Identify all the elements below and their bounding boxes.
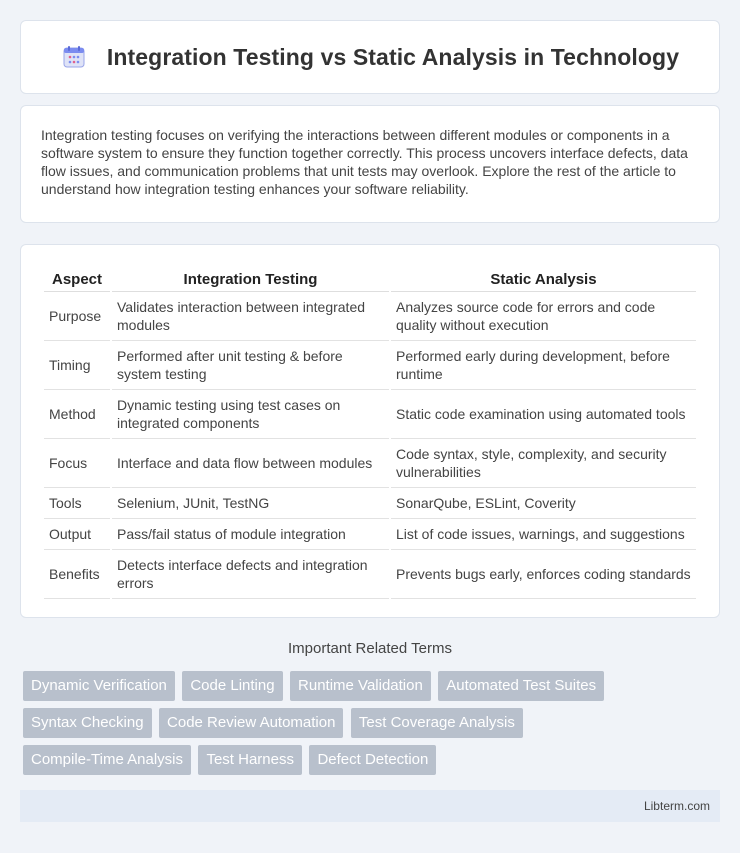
row-integration: Interface and data flow between modules: [112, 439, 389, 488]
table-row: [44, 292, 696, 341]
table-row: [44, 488, 696, 519]
row-integration: Selenium, JUnit, TestNG: [112, 488, 389, 519]
row-integration: Detects interface defects and integration errors: [112, 550, 389, 599]
row-aspect: Output: [44, 519, 110, 550]
related-term-tag[interactable]: Defect Detection: [309, 745, 436, 775]
intro-paragraph: Integration testing focuses on verifying the interactions between different modules or components in a software system to ensure they function together correctly. This process uncovers interface defects, data flow issues, and communication problems that unit tests may overlook. Explore the rest of the article to understand how integration testing enhances your software reliability.: [41, 127, 688, 197]
row-static: Analyzes source code for errors and code quality without execution: [391, 292, 696, 341]
row-integration: Validates interaction between integrated modules: [112, 292, 389, 341]
related-term-tag[interactable]: Automated Test Suites: [438, 671, 604, 701]
row-aspect: Focus: [44, 439, 110, 488]
table-row: [44, 439, 696, 488]
related-term-tag[interactable]: Compile-Time Analysis: [23, 745, 191, 775]
row-aspect: Timing: [44, 341, 110, 390]
row-aspect: Tools: [44, 488, 110, 519]
row-static: Performed early during development, before runtime: [391, 341, 696, 390]
row-static: List of code issues, warnings, and suggestions: [391, 519, 696, 550]
related-terms-title: Important Related Terms: [288, 640, 452, 657]
row-static: SonarQube, ESLint, Coverity: [391, 488, 696, 519]
header-aspect: Aspect: [44, 267, 110, 292]
table-row: [44, 390, 696, 439]
table-header-row: [44, 267, 696, 292]
page-title: Integration Testing vs Static Analysis in Technology: [106, 43, 680, 70]
row-integration: Dynamic testing using test cases on integrated components: [112, 390, 389, 439]
related-term-tag[interactable]: Syntax Checking: [23, 708, 152, 738]
row-aspect: Benefits: [44, 550, 110, 599]
header-static-analysis: Static Analysis: [391, 267, 696, 292]
table-row: [44, 519, 696, 550]
related-term-tag[interactable]: Code Review Automation: [159, 708, 343, 738]
row-static: Prevents bugs early, enforces coding standards: [391, 550, 696, 599]
comparison-card: [20, 244, 720, 618]
comparison-table: [42, 267, 698, 599]
related-terms-list: [23, 671, 723, 782]
title-card: [20, 20, 720, 94]
row-aspect: Purpose: [44, 292, 110, 341]
intro-card: [20, 105, 720, 223]
calendar-icon: [61, 44, 87, 70]
related-term-tag[interactable]: Code Linting: [182, 671, 282, 701]
row-integration: Pass/fail status of module integration: [112, 519, 389, 550]
row-static: Code syntax, style, complexity, and security vulnerabilities: [391, 439, 696, 488]
related-term-tag[interactable]: Dynamic Verification: [23, 671, 175, 701]
row-aspect: Method: [44, 390, 110, 439]
related-term-tag[interactable]: Runtime Validation: [290, 671, 431, 701]
footer: [20, 790, 720, 822]
row-integration: Performed after unit testing & before system testing: [112, 341, 389, 390]
row-static: Static code examination using automated tools: [391, 390, 696, 439]
footer-site-link[interactable]: Libterm.com: [643, 799, 710, 813]
header-integration-testing: Integration Testing: [112, 267, 389, 292]
table-row: [44, 550, 696, 599]
related-term-tag[interactable]: Test Harness: [198, 745, 302, 775]
table-row: [44, 341, 696, 390]
related-term-tag[interactable]: Test Coverage Analysis: [351, 708, 523, 738]
